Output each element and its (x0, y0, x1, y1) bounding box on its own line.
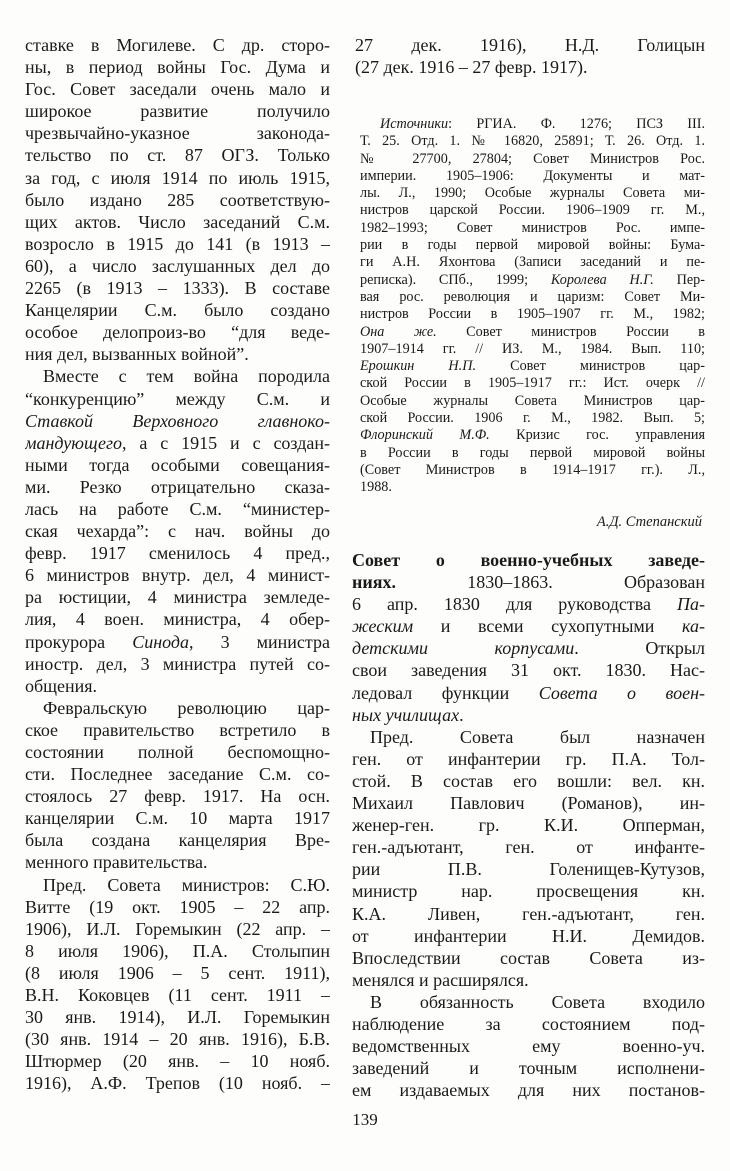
text-line: была создана канцелярия Вре- (25, 830, 330, 851)
text-line: Штюрмер (20 янв. – 10 нояб. (25, 1051, 330, 1072)
bold-heading: Совет о военно-учебных заведе- (352, 550, 705, 570)
text-line: ледовал функции Совета о воен- (352, 682, 705, 703)
paragraph (355, 34, 705, 78)
text-line: В.Н. Коковцев (11 сент. 1911 – (25, 985, 330, 1006)
right-column-continuation (355, 34, 705, 78)
italic-text: Ерошкин Н.П. (360, 358, 477, 375)
text-line: Т. 25. Отд. 1. № 16820, 25891; Т. 26. Отд. 1. (360, 133, 705, 150)
text-line: тельство по ст. 87 ОГЗ. Только (25, 145, 330, 166)
paragraph (25, 34, 330, 365)
text-line: сти. Последнее заседание С.м. со- (25, 764, 330, 785)
italic-text: Флоринский М.Ф. (360, 427, 490, 444)
text-line: (Совет Министров в 1914–1917 гг.). Л., (360, 461, 705, 478)
text-line: ра юстиции, 4 министра земледе- (25, 587, 330, 608)
italic-text: жеским (352, 616, 414, 637)
text-line: стой. В состав его вошли: вел. кн. (352, 770, 705, 791)
paragraph (352, 991, 705, 1101)
italic-text: Источники (380, 116, 449, 132)
text-line: Она же. Совет министров России в (360, 323, 705, 340)
left-column (25, 34, 330, 1095)
text-line: детскими корпусами. Открыл (352, 638, 705, 659)
text-line: особое делопроиз-во “для веде- (25, 322, 330, 343)
text-line: 1916), А.Ф. Трепов (10 нояб. – (25, 1073, 330, 1094)
text-line: 1907–1914 гг. // ИЗ. М., 1984. Вып. 110; (360, 340, 705, 357)
italic-text: Совета о воен- (538, 682, 705, 703)
text-line: ген. от инфантерии гр. П.А. Тол- (352, 748, 705, 769)
text-line: ми. Резко отрицательно сказа- (25, 476, 330, 497)
text-line: менялся и расширялся. (352, 969, 529, 990)
text-line: заведений и точным исполнени- (352, 1058, 705, 1079)
text-line: Канцелярии С.м. было создано (25, 300, 330, 321)
article-sovet-o-voenno-uchebnyh-zavedeniyah (352, 549, 705, 1101)
author-signature: А.Д. Степанский (596, 514, 702, 530)
text-line: общения. (25, 675, 98, 696)
text-line: Флоринский М.Ф. Кризис гос. управления (360, 427, 705, 444)
text-line: мандующего, а с 1915 и с создан- (25, 432, 330, 453)
text-line: свои заведения 31 окт. 1830. Нас- (352, 660, 705, 681)
italic-text: Синода (132, 631, 189, 652)
text-line: состоянии полной беспомощно- (25, 742, 330, 762)
text-line: февр. 1917 сменилось 4 пред., (25, 543, 330, 564)
text-line: от инфантерии Н.И. Демидов. (352, 925, 705, 946)
text-line: ведомственных ему военно-уч. (352, 1036, 705, 1057)
text-line: возросло в 1915 до 141 (в 1913 – (25, 233, 330, 254)
text-line: Вместе с тем война породила (43, 366, 330, 387)
text-line: 1906), И.Л. Горемыкин (22 апр. – (25, 918, 330, 939)
text-line: 6 министров внутр. дел, 4 минист- (25, 565, 330, 586)
text-line: ской России в 1905–1917 гг.: Ист. очерк // (360, 375, 705, 392)
text-line: щих актов. Число заседаний С.м. (25, 211, 330, 232)
text-line: вая рос. революция и царизм: Совет Ми- (360, 288, 705, 305)
paragraph (352, 549, 705, 726)
text-line: 30 янв. 1914), И.Л. Горемыкин (25, 1007, 330, 1028)
italic-text: ных училищах (352, 704, 460, 725)
paragraph (352, 726, 705, 991)
text-line: прокурора Синода, 3 министра (25, 631, 330, 652)
text-line: рии в годы первой мировой войны: Бума- (360, 237, 705, 254)
text-line: менного правительства. (25, 852, 208, 873)
text-line: ская чехарда”: с нач. войны до (25, 521, 330, 542)
page-number: 139 (352, 1110, 378, 1129)
text-line: иностр. дел, 3 министра путей со- (25, 653, 330, 674)
text-line: Пред. Совета министров: С.Ю. (43, 874, 330, 895)
text-line: 1982–1993; Совет министров Рос. импе- (360, 219, 705, 236)
text-line: 60), а число заслушанных дел до (25, 255, 330, 276)
text-line: ское правительство встретило в (25, 719, 330, 740)
text-line: “конкуренцию” между С.м. и (25, 388, 330, 409)
text-line: было издано 285 соответствую- (25, 189, 330, 210)
paragraph (360, 116, 705, 497)
text-line: 6 апр. 1830 для руководства Па- (352, 594, 705, 615)
text-line: канцелярии С.м. 10 марта 1917 (25, 808, 330, 829)
italic-text: Королева Н.Г. (550, 271, 654, 288)
text-line: ем издаваемых для них постанов- (352, 1080, 705, 1101)
paragraph (25, 697, 330, 874)
text-line: Михаил Павлович (Романов), ин- (352, 793, 705, 814)
text-line: (30 янв. 1914 – 20 янв. 1916), Б.В. (25, 1029, 330, 1050)
text-line: 8 июля 1906), П.А. Столыпин (25, 940, 330, 961)
text-line: ных училищах. (352, 704, 464, 725)
sources-block (360, 116, 705, 497)
text-line: ны, в период войны Гос. Дума и (25, 57, 330, 78)
text-line: ниях. 1830–1863. Образован (352, 572, 705, 593)
text-line: Гос. Совет заседали очень мало и (25, 79, 330, 100)
text-line: Ерошкин Н.П. Совет министров цар- (360, 358, 705, 375)
text-line: империи. 1905–1906: Документы и мат- (360, 167, 705, 184)
text-line: чрезвычайно-указное законода- (25, 123, 330, 144)
text-line: лы. Л., 1990; Особые журналы Совета ми- (360, 185, 705, 202)
text-line: жеским и всеми сухопутными ка- (352, 616, 705, 637)
text-line: лась на работе С.м. “министер- (25, 498, 330, 519)
text-line: министр нар. просвещения кн. (352, 881, 705, 902)
text-line: ской России. 1906 г. М., 1982. Вып. 5; (360, 410, 705, 427)
text-line: (27 дек. 1916 – 27 февр. 1917). (355, 57, 588, 78)
text-line: ген.-адъютант, ген. от инфанте- (352, 837, 705, 858)
text-line: Впоследствии состав Совета из- (352, 947, 705, 968)
text-line: в России в годы первой мировой войны (360, 444, 705, 461)
text-line (25, 410, 330, 432)
text-line: нистров России в 1905–1907 гг. М., 1982; (360, 306, 705, 323)
bold-heading: ниях. (352, 572, 396, 593)
paragraph (25, 874, 330, 1095)
text-line: реписка). СПб., 1999; Королева Н.Г. Пер- (360, 271, 705, 288)
italic-text: мандующего (25, 432, 123, 453)
text-line: Пред. Совета был назначен (370, 726, 705, 747)
text-line: ги А.Н. Яхонтова (Записи заседаний и пе- (360, 254, 705, 271)
text-line: 27 дек. 1916), Н.Д. Голицын (355, 35, 705, 55)
text-line: ния дел, вызванных войной”. (25, 344, 249, 365)
text-line: Февральскую революцию цар- (43, 697, 330, 718)
text-line: В обязанность Совета входило (370, 991, 705, 1012)
text-line: нистров царской России. 1906–1909 гг. М., (360, 202, 705, 219)
text-line: 2265 (в 1913 – 1333). В составе (25, 278, 330, 299)
italic-text: детскими корпусами (352, 638, 575, 659)
text-line: Особые журналы Совета Министров цар- (360, 392, 705, 409)
text-line: Источники: РГИА. Ф. 1276; ПСЗ III. (380, 116, 705, 132)
text-line: наблюдение за состоянием под- (352, 1013, 705, 1034)
italic-text: Она же. (360, 323, 437, 340)
text-line: широкое развитие получило (25, 101, 330, 122)
paragraph (25, 365, 330, 696)
text-line: № 27700, 27804; Совет Министров Рос. (360, 150, 705, 167)
text-line: стоялось 27 февр. 1917. На осн. (25, 786, 330, 807)
text-line: лия, 4 воен. министра, 4 обер- (25, 609, 330, 630)
text-line: рии П.В. Голенищев-Кутузов, (352, 859, 705, 880)
text-line: ставке в Могилеве. С др. сторо- (25, 35, 330, 55)
text-line: 1988. (360, 479, 392, 496)
text-line: ными тогда особыми совещания- (25, 454, 330, 475)
italic-text: Ставкой Верховного главноко- (25, 410, 330, 431)
italic-text: ка- (682, 616, 705, 637)
text-line: К.А. Ливен, ген.-адъютант, ген. (352, 903, 705, 924)
text-line: женер-ген. гр. К.И. Опперман, (352, 815, 705, 836)
text-line: за год, с июля 1914 по июль 1915, (25, 167, 330, 188)
text-line: Витте (19 окт. 1905 – 22 апр. (25, 896, 330, 917)
italic-text: Па- (677, 594, 705, 615)
text-line: (8 июля 1906 – 5 сент. 1911), (25, 962, 330, 983)
text-line (352, 549, 705, 571)
